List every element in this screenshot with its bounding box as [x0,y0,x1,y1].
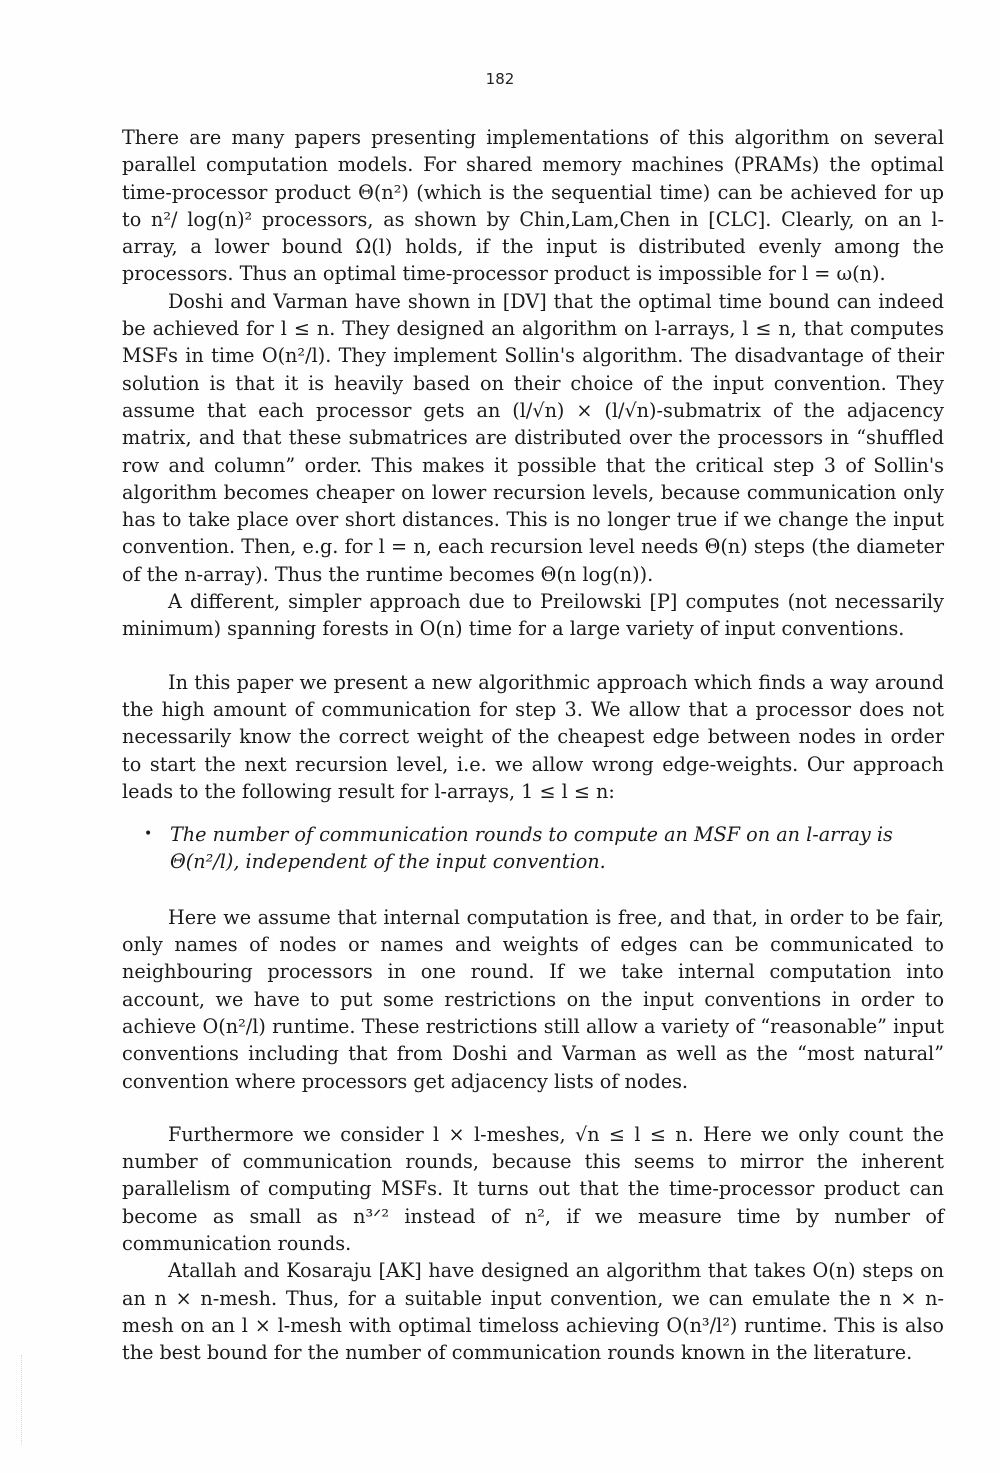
paragraph-preilowski: A different, simpler approach due to Preilowski [P] computes (not necessarily minimum) spanning forests in O(n) time for a large variety of input conventions. [122,590,944,641]
paragraph-new-approach: In this paper we present a new algorithmic approach which finds a way around the high amount of communication for step 3. We allow that a processor does not necessarily know the correct weight of the cheapest edge between nodes in order to start the next recursion level, i.e. we allow wrong edge-weights. Our approach leads to the following result for l-arrays, 1 ≤ l ≤ n: [122,670,944,803]
paragraph-atallah-kosaraju: Atallah and Kosaraju [AK] have designed an algorithm that takes O(n) steps on an n × n-mesh. Thus, for a suitable input convention, we can emulate the n × n-mesh on an l × l-mesh with optimal timeloss achieving O(n³/l²) runtime. This is also the best bound for the number of communication rounds known in the literature. [122,1259,944,1365]
section-gap-2 [122,1095,944,1121]
paragraph-prior-work: There are many papers presenting implementations of this algorithm on several parallel computation models. For shared memory machines (PRAMs) the optimal time-processor product Θ(n²) (which is the sequential time) can be achieved for up to n²/ log(n)² processors, as shown by Chin,Lam,Chen in [CLC]. Clearly, on an l-array, a lower bound Ω(l) holds, if the input is distributed evenly among the processors. Thus an optimal time-processor product is impossible for l = ω(n). [122,126,944,286]
body-text [122,124,944,1366]
scan-artifact [21,1355,28,1445]
bullet-mark: • [144,826,153,843]
bullet-text: The number of communication rounds to compute an MSF on an l-array is Θ(n²/l), independent of the input convention. [170,823,893,874]
result-bullet [122,821,944,876]
paragraph-doshi-varman: Doshi and Varman have shown in [DV] that the optimal time bound can indeed be achieved for l ≤ n. They designed an algorithm on l-arrays, l ≤ n, that computes MSFs in time O(n²/l). They implement Sollin's algorithm. The disadvantage of their solution is that it is heavily based on their choice of the input convention. They assume that each processor gets an (l/√n) × (l/√n)-submatrix of the adjacency matrix, and that these submatrices are distributed over the processors in “shuffled row and column” order. This makes it possible that the critical step 3 of Sollin's algorithm becomes cheaper on lower recursion levels, because communication only has to take place over short distances. This is no longer true if we change the input convention. Then, e.g. for l = n, each recursion level needs Θ(n) steps (the diameter of the n-array). Thus the runtime becomes Θ(n log(n)). [122,289,944,586]
page-number: 182 [485,70,515,88]
paragraph-meshes: Furthermore we consider l × l-meshes, √n ≤ l ≤ n. Here we only count the number of communication rounds, because this seems to mirror the inherent parallelism of computing MSFs. It turns out that the time-processor product can become as small as n³ᐟ² instead of n², if we measure time by number of communication rounds. [122,1122,944,1255]
section-gap [122,643,944,669]
paragraph-internal-computation: Here we assume that internal computation is free, and that, in order to be fair, only names of nodes or names and weights of edges can be communicated to neighbouring processors in one round. If we take internal computation into account, we have to put some restrictions on the input conventions in order to achieve O(n²/l) runtime. These restrictions still allow a variety of “reasonable” input conventions including that from Doshi and Varman as well as the “most natural” convention where processors get adjacency lists of nodes. [122,905,944,1093]
